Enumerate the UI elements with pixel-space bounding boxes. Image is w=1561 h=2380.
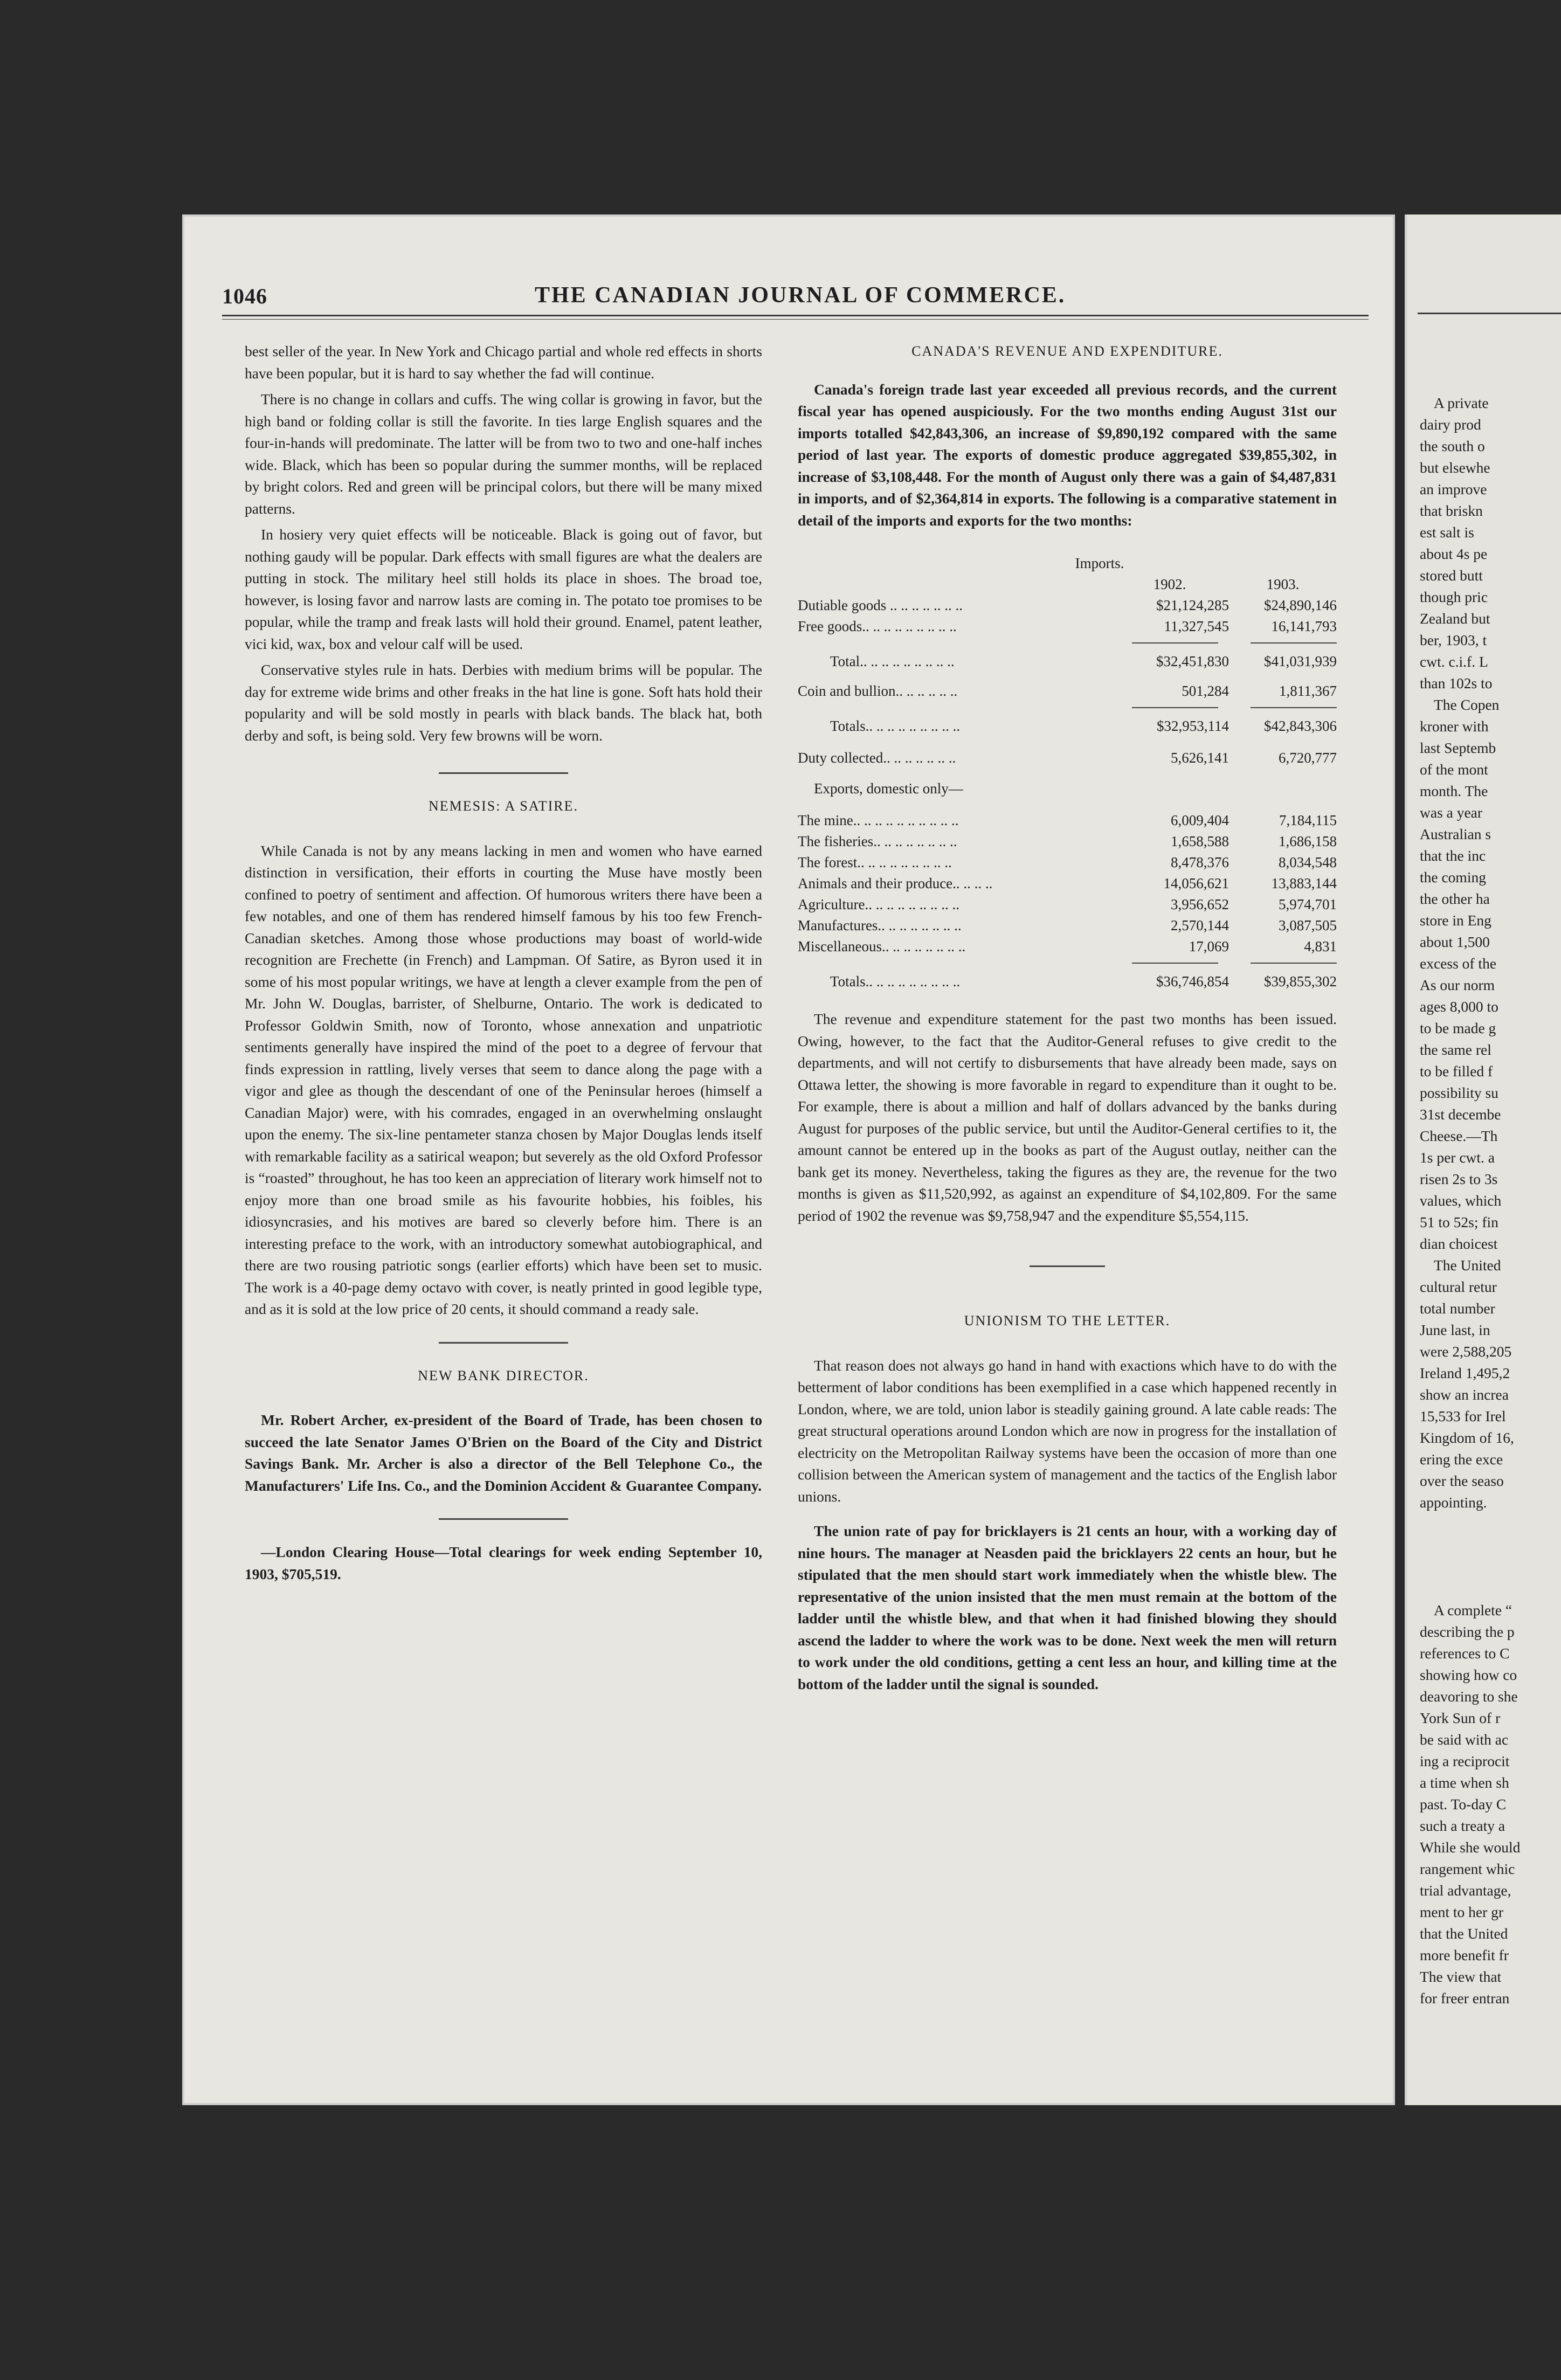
adjacent-text-line: that briskn — [1420, 502, 1483, 519]
section-separator — [439, 1342, 568, 1344]
value-1902: 14,056,621 — [1163, 875, 1229, 891]
unionism-heading: UNIONISM TO THE LETTER. — [964, 1313, 1171, 1329]
value-1903: 4,831 — [1304, 938, 1337, 954]
adjacent-text-line: over the seaso — [1420, 1472, 1504, 1489]
adjacent-text-line: Kingdom of 16, — [1420, 1429, 1514, 1446]
header-rule — [222, 315, 1369, 316]
adjacent-text-line: 1s per cwt. a — [1420, 1149, 1495, 1166]
table-row — [798, 748, 1337, 769]
adjacent-text-line: describing the p — [1420, 1623, 1515, 1640]
adjacent-text-line: the other ha — [1420, 890, 1490, 907]
adjacent-text-line: dairy prod — [1420, 416, 1481, 433]
section-separator — [1030, 1265, 1105, 1267]
adjacent-text-line: references to C — [1420, 1645, 1510, 1662]
adjacent-header-rule — [1418, 313, 1561, 314]
row-label: Totals.. .. .. .. .. .. .. .. .. — [830, 718, 961, 734]
table-row — [798, 616, 1337, 637]
adjacent-text-line: Cheese.—Th — [1420, 1127, 1498, 1144]
adjacent-text-line: the coming — [1420, 869, 1486, 885]
value-1902: 501,284 — [1182, 683, 1229, 699]
adjacent-text-line: ages 8,000 to — [1420, 998, 1498, 1015]
adjacent-text-line: 51 to 52s; fin — [1420, 1214, 1498, 1230]
adjacent-text-line: ing a reciprocit — [1420, 1753, 1510, 1769]
table-row — [798, 971, 1337, 992]
value-1902: 6,009,404 — [1171, 812, 1229, 828]
value-1903: $39,855,302 — [1264, 973, 1337, 990]
value-1902: 5,626,141 — [1171, 750, 1229, 766]
adjacent-text-line: more benefit fr — [1420, 1947, 1509, 1963]
row-label: Totals.. .. .. .. .. .. .. .. .. — [830, 973, 961, 990]
value-1903: 5,974,701 — [1279, 896, 1337, 912]
revenue-intro: Canada's foreign trade last year exceeded all previous records, and the current fiscal year has opened auspiciously. For the two months ending August 31st our imports totalled $42,843,306, an increase of $9,890,192 compared with the same period of last year. The exports of domestic produce aggregated $39,855,302, in increase of $3,108,448. For the month of August only there was a gain of $4,487,831 in imports, and of $2,364,814 in exports. The following is a comparative statement in detail of the imports and exports for the two months: — [798, 380, 1337, 529]
adjacent-text-line: ber, 1903, t — [1420, 632, 1487, 648]
article-paragraph: There is no change in collars and cuffs. The wing collar is growing in favor, but the high band or folding collar is still the favorite. In ties large English squares and the four-in-hands will predominate. The latter will be from two to two and one-half inches wide. Black, which has been so popular during the summer months, will be replaced by bright colors. Red and green will be principal colors, but there will be many mixed patterns. — [245, 391, 762, 517]
article-paragraph: Conservative styles rule in hats. Derbies with medium brims will be popular. The day for extreme wide brims and other freaks in the hat line is gone. Soft hats hold their popularity and will be sold mostly in pearls with black bands. The black hat, both derby and soft, is being sold. Very few browns will be worn. — [245, 661, 762, 744]
value-1902: 11,327,545 — [1164, 618, 1229, 634]
header-rule-thin — [222, 319, 1369, 320]
value-1903: $24,890,146 — [1264, 597, 1337, 613]
adjacent-text-line: ment to her gr — [1420, 1904, 1504, 1920]
adjacent-text-line: total number — [1420, 1300, 1495, 1317]
adjacent-text-line: excess of the — [1420, 955, 1497, 972]
adjacent-text-line: cultural retur — [1420, 1278, 1497, 1295]
journal-title: THE CANADIAN JOURNAL OF COMMERCE. — [535, 283, 1066, 308]
adjacent-text-line: was a year — [1420, 804, 1483, 821]
adjacent-text-line: est salt is — [1420, 524, 1474, 541]
table-header-row — [798, 574, 1337, 595]
adjacent-text-line: last Septemb — [1420, 739, 1496, 756]
adjacent-text-line: stored butt — [1420, 567, 1483, 584]
adjacent-text-line: to be made g — [1420, 1020, 1496, 1036]
row-label: Dutiable goods .. .. .. .. .. .. .. — [798, 597, 963, 613]
exports-label: Exports, domestic only— — [814, 780, 963, 797]
value-1903: 1,686,158 — [1279, 833, 1337, 849]
value-1902: 2,570,144 — [1171, 917, 1229, 933]
value-1902: $36,746,854 — [1156, 973, 1229, 990]
revenue-paragraph: The revenue and expenditure statement for the past two months has been issued. Owing, however, to the fact that the Auditor-General refuses to give credit to the departments, and will not certify to disbursements that have already been made, says on Ottawa letter, the showing is more favorable in regard to expenditure than it ought to be. For example, there is about a million and half of dollars advanced by the banks during August for purposes of the public service, but until the Auditor-General certifies to it, the amount cannot be entered up in the books as part of the August outlay, neither can the bank get its money. Nevertheless, taking the figures as they are, the revenue for the two months is given as $11,520,992, as against an expenditure of $4,102,809. For the same period of 1902 the revenue was $9,758,947 and the expenditure $5,554,115. — [798, 1011, 1337, 1224]
adjacent-text-line: such a treaty a — [1420, 1817, 1505, 1834]
row-label: Free goods.. .. .. .. .. .. .. .. .. — [798, 618, 957, 634]
row-label: Coin and bullion.. .. .. .. .. .. — [798, 683, 958, 699]
adjacent-text-line: were 2,588,205 — [1420, 1343, 1512, 1360]
adjacent-text-line: Australian s — [1420, 826, 1491, 842]
adjacent-text-line: for freer entran — [1420, 1990, 1510, 2007]
row-label: Manufactures.. .. .. .. .. .. .. .. — [798, 917, 962, 933]
adjacent-text-line: A complete “ — [1434, 1602, 1512, 1618]
adjacent-text-line: that the United — [1420, 1925, 1508, 1942]
clearing-house-note: —London Clearing House—Total clearings for week ending September 10, 1903, $705,519. — [245, 1544, 762, 1582]
table-row — [798, 681, 1337, 702]
sum-rule — [798, 642, 1337, 644]
adjacent-text-line: possibility su — [1420, 1084, 1498, 1101]
table-row — [798, 716, 1337, 737]
row-label: Agriculture.. .. .. .. .. .. .. .. .. — [798, 896, 959, 912]
adjacent-text-line: The Copen — [1434, 696, 1500, 713]
adjacent-text-line: 31st decembe — [1420, 1106, 1501, 1123]
revenue-heading: CANADA'S REVENUE AND EXPENDITURE. — [911, 343, 1223, 359]
sum-rule — [798, 963, 1337, 964]
adjacent-text-line: that the inc — [1420, 847, 1486, 864]
adjacent-text-line: The view that — [1420, 1968, 1502, 1985]
value-1903: $41,031,939 — [1264, 653, 1337, 669]
value-1902: 1,658,588 — [1171, 833, 1229, 849]
adjacent-text-line: While she would — [1420, 1839, 1521, 1856]
bank-heading: NEW BANK DIRECTOR. — [418, 1367, 589, 1383]
adjacent-text-line: Zealand but — [1420, 610, 1490, 627]
adjacent-text-line: showing how co — [1420, 1666, 1517, 1683]
nemesis-heading: NEMESIS: A SATIRE. — [429, 798, 578, 814]
adjacent-text-line: rangement whic — [1420, 1860, 1515, 1877]
value-1903: 1,811,367 — [1279, 683, 1337, 699]
year-1903: 1903. — [1266, 576, 1300, 592]
adjacent-text-line: trial advantage, — [1420, 1882, 1511, 1899]
article-paragraph: In hosiery very quiet effects will be noticeable. Black is going out of favor, but nothing gaudy will be popular. Dark effects with small figures are what the dealers are putting in stock. The military heel still holds its place in shoes. The broad toe, however, is losing favor and narrow lasts are coming in. The potato toe promises to be popular, while the tramp and freak lasts will hold their ground. Enamel, patent leather, vici kid, wax, box and velour calf will be used. — [245, 526, 762, 652]
unionism-paragraph: That reason does not always go hand in hand with exactions which have to do with the betterment of labor conditions has been exemplified in a case which happened recently in London, where, we are told, union labor is steadily gaining ground. A late cable reads: The great structural operations around London which are now in progress for the installation of electricity on the Metropolitan Railway systems have been the occasion of more than one collision between the American system of management and the tactics of the English labor unions. — [798, 1357, 1337, 1505]
adjacent-text-line: York Sun of r — [1420, 1710, 1501, 1726]
exports-rows — [798, 810, 1337, 957]
adjacent-text-line: month. The — [1420, 783, 1488, 799]
value-1902: 8,478,376 — [1171, 854, 1229, 870]
table-row — [798, 651, 1337, 672]
adjacent-text-line: be said with ac — [1420, 1731, 1509, 1748]
adjacent-text-line: of the mont — [1420, 761, 1488, 778]
adjacent-text-line: the south o — [1420, 438, 1485, 454]
adjacent-text-line: about 4s pe — [1420, 545, 1488, 562]
adjacent-text-line: As our norm — [1420, 977, 1495, 993]
adjacent-text-line: to be filled f — [1420, 1063, 1493, 1080]
adjacent-text-line: Ireland 1,495,2 — [1420, 1365, 1510, 1381]
adjacent-text-line: A private — [1434, 395, 1489, 411]
adjacent-text-line: appointing. — [1420, 1494, 1487, 1511]
table-row — [798, 873, 1337, 894]
right-column — [798, 341, 1337, 1699]
value-1903: 7,184,115 — [1279, 812, 1337, 828]
adjacent-text-line: but elsewhe — [1420, 459, 1490, 476]
year-1902: 1902. — [1153, 576, 1186, 592]
value-1902: $32,451,830 — [1156, 653, 1229, 669]
nemesis-paragraph: While Canada is not by any means lacking in men and women who have earned distinction in versification, their efforts in courting the Muse have mostly been confined to poetry of sentiment and affection. Of humorous writers there have been a few notables, and one of them has rendered himself famous by his too few French-Canadian sketches. Among those whose productions may boast of world-wide recognition are Frechette (in French) and Lampman. Of Satire, as Byron used it in some of his most popular writings, we have at length a clever example from the pen of Mr. John W. Douglas, barrister, of Shelburne, Ontario. The work is dedicated to Professor Goldwin Smith, now of Toronto, whose annexation and unpatriotic sentiments generally have inspired the mind of the poet to a degree of fervour that finds expression in rattling, lively verses that seem to dance along the page with a vigor and glee as though the descendant of one of the Peninsular heroes (himself a Canadian Major) were, with his comrades, engaged in an overwhelming onslaught upon the enemy. The six-line pentameter stanza chosen by Major Douglas lends itself with remarkable facility as a satirical weapon; but severely as the old Oxford Professor is “roasted” throughout, he has too keen an appreciation of literary work himself not to enjoy more than one broad smile as his favourite hobbies, his foibles, his idiosyncrasies, and his motives are bared so cleverly before him. There is an interesting preface to the work, with an introductory somewhat autobiographical, and there are two rousing patriotic songs (earlier efforts) which have been set to music. The work is a 40-page demy octavo with cover, is neatly printed in good legible type, and as it is sold at the low price of 20 cents, it should command a ready sale. — [245, 842, 762, 1317]
value-1903: 8,034,548 — [1279, 854, 1337, 870]
row-label: The mine.. .. .. .. .. .. .. .. .. .. — [798, 812, 959, 828]
value-1903: 6,720,777 — [1279, 750, 1337, 766]
adjacent-text-line: store in Eng — [1420, 912, 1491, 929]
table-row — [798, 831, 1337, 852]
adjacent-text-line: dian choicest — [1420, 1235, 1498, 1252]
table-row — [798, 894, 1337, 915]
row-label: The fisheries.. .. .. .. .. .. .. .. — [798, 833, 957, 849]
section-separator — [439, 772, 568, 774]
adjacent-text-line: the same rel — [1420, 1041, 1491, 1058]
adjacent-text-line: 15,533 for Irel — [1420, 1408, 1506, 1424]
value-1902: $32,953,114 — [1157, 718, 1229, 734]
imports-label: Imports. — [1075, 555, 1124, 571]
table-row — [798, 595, 1337, 616]
page-number: 1046 — [222, 284, 267, 308]
adjacent-text-line: cwt. c.i.f. L — [1420, 653, 1488, 670]
adjacent-text-line: June last, in — [1420, 1322, 1490, 1338]
adjacent-text-line: kroner with — [1420, 718, 1489, 735]
bank-paragraph: Mr. Robert Archer, ex-president of the Board of Trade, has been chosen to succeed the late Senator James O'Brien on the Board of the City and District Savings Bank. Mr. Archer is also a director of the Bell Telephone Co., the Manufacturers' Life Ins. Co., and the Dominion Accident & Guarantee Company. — [245, 1412, 762, 1494]
value-1903: 3,087,505 — [1279, 917, 1337, 933]
adjacent-text-line: show an increa — [1420, 1386, 1509, 1403]
row-label: The forest.. .. .. .. .. .. .. .. .. — [798, 854, 952, 870]
value-1902: 3,956,652 — [1171, 896, 1229, 912]
adjacent-text-line: The United — [1434, 1257, 1501, 1274]
adjacent-page — [1405, 215, 1561, 2105]
journal-page — [182, 215, 1395, 2105]
row-label: Duty collected.. .. .. .. .. .. .. — [798, 750, 956, 766]
value-1903: $42,843,306 — [1264, 718, 1337, 734]
adjacent-text-line: risen 2s to 3s — [1420, 1171, 1498, 1187]
left-column — [245, 341, 762, 1589]
row-label: Miscellaneous.. .. .. .. .. .. .. .. — [798, 938, 966, 954]
value-1903: 13,883,144 — [1271, 875, 1337, 891]
table-row — [798, 852, 1337, 873]
table-row — [798, 936, 1337, 957]
article-paragraph: best seller of the year. In New York and Chicago partial and whole red effects in shorts have been popular, but it is hard to say whether the fad will continue. — [245, 343, 762, 382]
row-label: Total.. .. .. .. .. .. .. .. .. — [830, 653, 955, 669]
value-1902: $21,124,285 — [1156, 597, 1229, 613]
adjacent-text-line: about 1,500 — [1420, 933, 1490, 950]
adjacent-text-line: though pric — [1420, 589, 1488, 605]
trade-table — [798, 553, 1337, 992]
sum-rule — [798, 707, 1337, 708]
adjacent-text-line: ering the exce — [1420, 1451, 1503, 1468]
adjacent-text-line: than 102s to — [1420, 675, 1493, 691]
adjacent-text-line: values, which — [1420, 1192, 1502, 1209]
adjacent-text-line: deavoring to she — [1420, 1688, 1518, 1705]
table-row — [798, 915, 1337, 936]
row-label: Animals and their produce.. .. .. .. — [798, 875, 993, 891]
value-1902: 17,069 — [1189, 938, 1229, 954]
table-row — [798, 810, 1337, 831]
section-separator — [439, 1518, 568, 1520]
value-1903: 16,141,793 — [1271, 618, 1337, 634]
unionism-paragraph: The union rate of pay for bricklayers is 21 cents an hour, with a working day of nine hours. The manager at Neasden paid the bricklayers 22 cents an hour, but he stipulated that the men should start work immediately when the whistle blew. The representative of the union insisted that the men must remain at the bottom of the ladder until the whistle blew, and that when it had finished blowing they should ascend the ladder to where the work was to be done. Next week the men will return to work under the old conditions, getting a cent less an hour, and killing time at the bottom of the ladder until the signal is sounded. — [798, 1523, 1337, 1692]
adjacent-text-line: a time when sh — [1420, 1774, 1509, 1791]
adjacent-text-line: past. To-day C — [1420, 1796, 1507, 1812]
adjacent-text-line: an improve — [1420, 481, 1487, 497]
